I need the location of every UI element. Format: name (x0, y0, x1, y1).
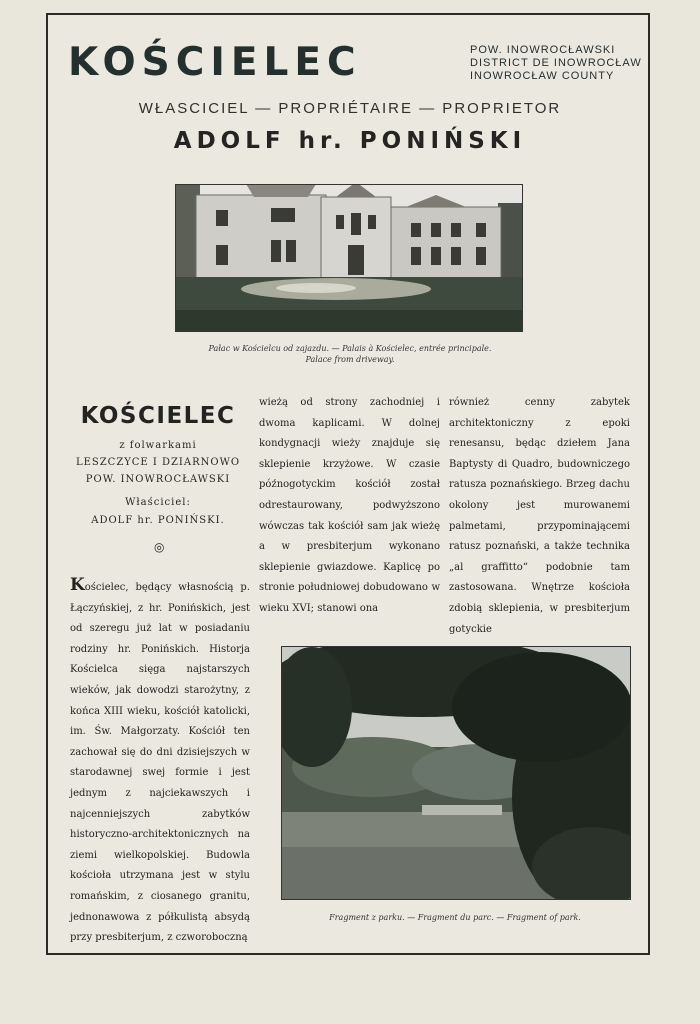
column-1-text: ościelec, będący własnością p. Łączyńskiej, z hr. Ponińskich, jest od szeregu już lat w posiadaniu rodziny hr. Ponińskich. Historja Kościelca sięga najstarszych wieków, jak dowodzi starożytny, z końca XIII wieku, kościół katolicki, im. Św. Małgorzaty. Kościół ten zachował się do dni dzisiejszych w starodawnej swej formie i jest jednym z najciekawszych i najcenniejszych zabytków historyczno-architektonicznych na ziemi wielkopolskiej. Budowla kościoła utrzymana jest w stylu romańskim, z ciosanego granitu, jednonawowa z półkulistą absydą przy presbiterjum, z czworoboczną (70, 582, 250, 944)
owner-roles: WŁASCICIEL — PROPRIÉTAIRE — PROPRIETOR (138, 100, 562, 117)
palace-caption-line-1: Pałac w Kościelcu od zajazdu. — Palais à Kościelec, entrée principale. (208, 344, 492, 353)
palace-caption-line-2: Palace from driveway. (305, 355, 395, 364)
park-caption: Fragment z parku. — Fragment du parc. — Fragment of park. (329, 913, 581, 922)
sidebar-line-3: POW. INOWROCŁAWSKI (85, 474, 231, 485)
district-line-1: POW. INOWROCŁAWSKI (470, 44, 616, 56)
text-column-2 (259, 393, 440, 620)
column-3-text: również cenny zabytek architektoniczny z epoki renesansu, będąc dziełem Jana Baptysty di Quadro, budowniczego ratusza poznańskiego. Brzeg dachu okolony jest murowanemi palmetami, przypominającemi ratusz poznański, a także technika „al graffitto“ podobnie tam zastosowana. Wnętrze kościoła zdobią sklepienia, w presbiterjum gotyckie (449, 397, 630, 635)
district-line-3: INOWROCŁAW COUNTY (470, 70, 615, 82)
ornament-icon: ◎ (154, 540, 165, 554)
sidebar-line-4: Właściciel: (125, 497, 191, 508)
owner-name: ADOLF hr. PONIŃSKI (173, 128, 527, 154)
text-column-1 (70, 575, 250, 949)
dropcap: K (70, 575, 85, 595)
district-block (470, 44, 642, 83)
sidebar-line-5: ADOLF hr. PONIŃSKI. (91, 515, 225, 526)
palace-photo (175, 184, 523, 332)
page-title: KOŚCIELEC (68, 40, 362, 85)
sidebar-heading: KOŚCIELEC (80, 403, 236, 429)
park-photo (281, 646, 631, 900)
text-column-3 (449, 393, 630, 640)
sidebar-line-1: z folwarkami (119, 440, 197, 451)
palace-caption (160, 343, 540, 365)
column-2-text: wieżą od strony zachodniej i dwoma kaplicami. W dolnej kondygnacji wieży znajduje się sklepienie krzyżowe. W czasie późnogotyckim kościół został odrestaurowany, podwyższono wówczas tak kościół sam jak wieżę a w presbiterjum wykonano sklepienie gwiazdowe. Kaplicę po stronie południowej dobudowano w wieku XVI; stanowi ona (259, 397, 440, 614)
district-line-2: DISTRICT DE INOWROCŁAW (470, 57, 642, 69)
sidebar-line-2: LESZCZYCE I DZIARNOWO (75, 457, 241, 468)
